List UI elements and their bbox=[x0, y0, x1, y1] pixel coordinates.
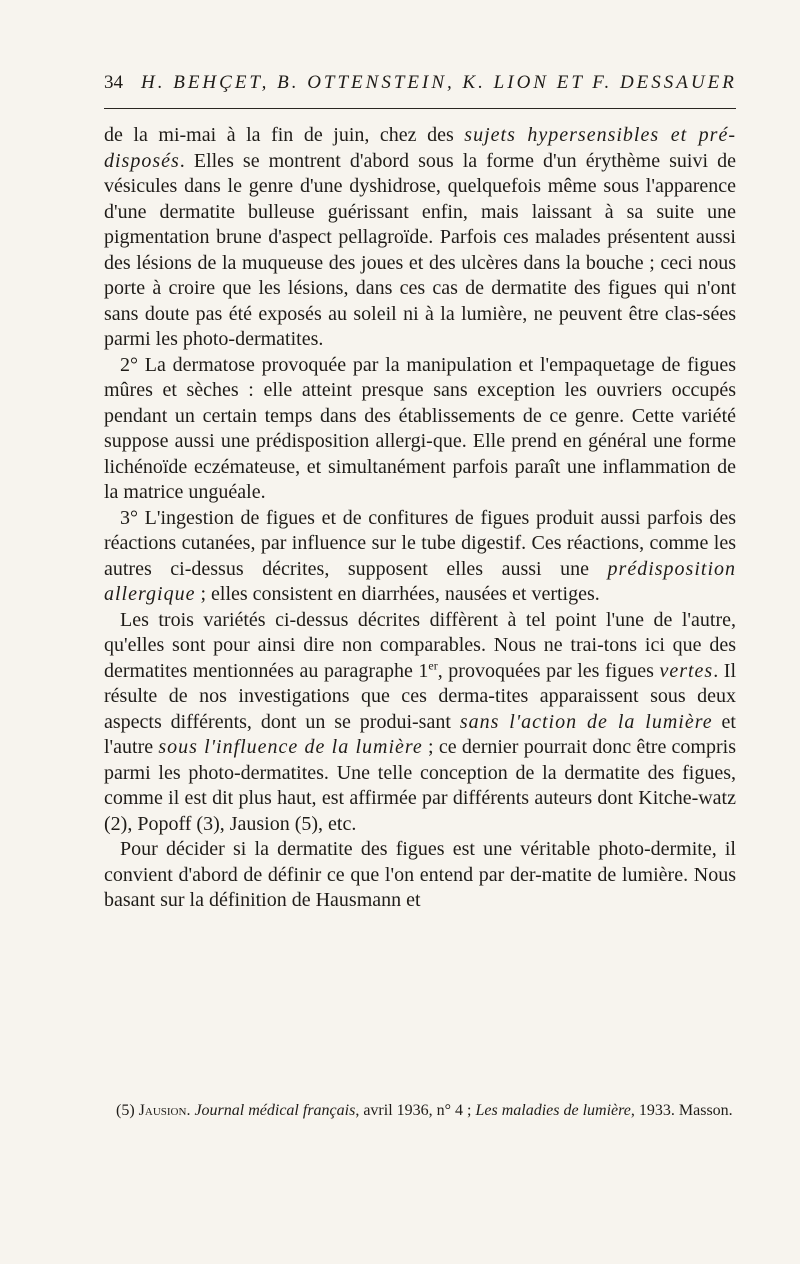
footnote-book: Les maladies de lumière bbox=[475, 1102, 631, 1119]
italic-text: sans l'action de la lumière bbox=[459, 710, 713, 733]
page-number: 34 bbox=[104, 72, 123, 93]
text-run: de la mi-mai à la fin de juin, chez des bbox=[104, 124, 465, 146]
text-run: 2° La dermatose provoquée par la manipulation et l'empaquetage de figues mûres et sèches : elle atteint presque sans exception les ouvriers occupés pendant un certain temps dans des établissements de ce genre. Cette variété suppose aussi une prédisposition allergi-que. Elle prend en général une forme lichénoïde eczémateuse, et simultanément parfois paraît une inflammation de la matrice unguéale. bbox=[104, 353, 736, 503]
text-run: . Il résulte de nos investigations que ces derma-tites apparaissent sous deux aspects différents, dont un se produi-sant bbox=[104, 659, 737, 733]
footnote-number: (5) bbox=[116, 1102, 139, 1119]
text-run: . bbox=[186, 1102, 195, 1119]
footnote bbox=[104, 1100, 736, 1122]
italic-text: sujets hypersensibles et pré-disposés bbox=[104, 124, 736, 172]
paragraph-5 bbox=[104, 837, 736, 914]
italic-text: prédisposition allergique bbox=[104, 557, 736, 605]
body-text bbox=[104, 123, 736, 914]
paragraph-2 bbox=[104, 353, 736, 506]
text-run: ; elles consistent en diarrhées, nausées et vertiges. bbox=[195, 583, 600, 605]
footnote-text bbox=[104, 1100, 736, 1122]
paragraph-4 bbox=[104, 608, 736, 838]
italic-text: vertes bbox=[659, 659, 714, 682]
italic-text: sous l'influence de la lumière bbox=[158, 736, 423, 758]
header-rule bbox=[104, 108, 736, 109]
text-run: ; ce dernier pourrait donc être compris parmi les photo-dermatites. Une telle conception de la dermatite des figues, comme il est dit plus haut, est affirmée par différents auteurs dont Kitche-watz (2), Popoff (3), Jausion (5), etc. bbox=[104, 736, 736, 835]
text-run: . Elles se montrent d'abord sous la forme d'un érythème suivi de vésicules dans le genre d'une dyshidrose, quelquefois même sous l'apparence d'une dermatite bulleuse guérissant enfin, mais laissant à sa suite une pigmentation brune d'aspect pellagroïde. Parfois ces malades présentent aussi des lésions de la muqueuse des joues et des ulcères dans la bouche ; ceci nous porte à croire que les lésions, dans ces cas de dermatite des figues qui n'ont sans doute pas été exposés au soleil ni à la lumière, ne peuvent être clas-sées parmi les photo-dermatites. bbox=[104, 149, 736, 350]
text-run: , 1933. Masson. bbox=[630, 1102, 733, 1119]
text-run: , provoquées par les figues bbox=[437, 659, 660, 682]
running-title: H. BEHÇET, B. OTTENSTEIN, K. LION ET F. DESSAUER bbox=[141, 72, 737, 93]
superscript: er bbox=[428, 657, 438, 672]
paragraph-3 bbox=[104, 506, 736, 608]
text-run: Pour décider si la dermatite des figues est une véritable photo-dermite, il convient d'abord de définir ce que l'on entend par der-matite de lumière. Nous basant sur la définition de Hausmann et bbox=[104, 838, 736, 911]
footnote-journal: Journal médical français bbox=[194, 1102, 356, 1119]
running-head bbox=[104, 72, 736, 100]
paragraph-1 bbox=[104, 123, 736, 353]
text-run: et l'autre bbox=[104, 710, 736, 758]
text-run: Les trois variétés ci-dessus décrites diffèrent à tel point l'une de l'autre, qu'elles sont pour ainsi dire non comparables. Nous ne trai-tons ici que des dermatites mentionnées au paragraphe 1 bbox=[104, 608, 736, 682]
page bbox=[104, 72, 736, 914]
text-run: 3° L'ingestion de figues et de confitures de figues produit aussi parfois des réactions cutanées, par influence sur le tube digestif. Ces réactions, comme les autres ci-dessus décrites, supposent elles aussi une bbox=[104, 506, 736, 580]
footnote-author: Jausion bbox=[138, 1102, 187, 1119]
text-run: , avril 1936, n° 4 ; bbox=[355, 1102, 476, 1119]
